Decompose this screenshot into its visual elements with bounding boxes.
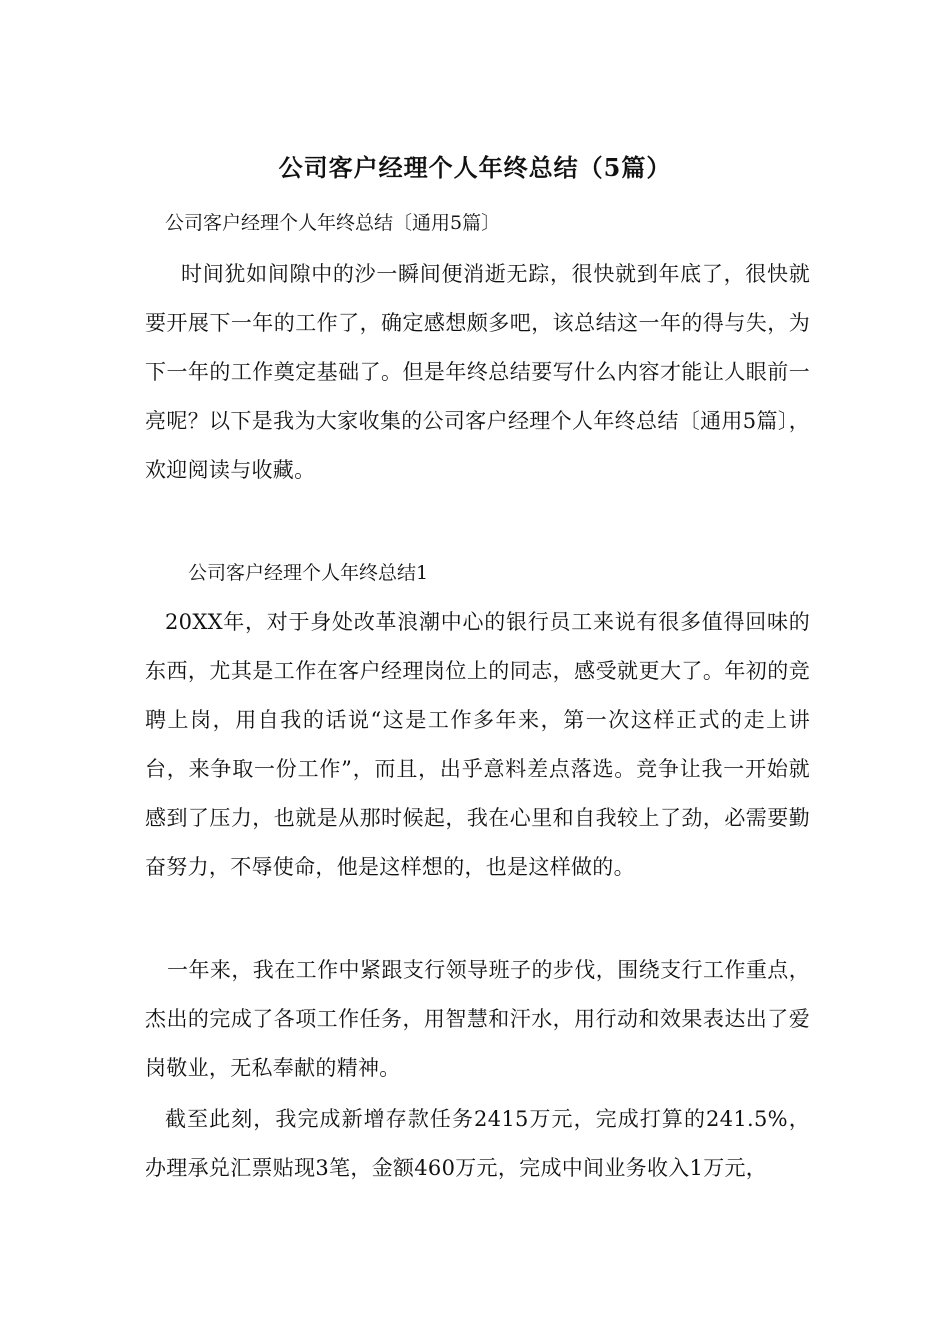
- section-title: 公司客户经理个人年终总结1: [188, 562, 429, 584]
- body-paragraph: 20XX年，对于身处改革浪潮中心的银行员工来说有很多值得回味的东西，尤其是工作在客户经理岗位上的同志，感受就更大了。年初的竞聘上岗，用自我的话说“这是工作多年来，第一次这样正式的走上讲台，来争取一份工作”，而且，出乎意料差点落选。竞争让我一开始就感到了压力，也就是从那时候起，我在心里和自我较上了劲，必需要勤奋努力，不辱使命，他是这样想的，也是这样做的。: [145, 610, 810, 879]
- document-title: 公司客户经理个人年终总结（5篇）: [278, 153, 672, 182]
- body-paragraph: 一年来，我在工作中紧跟支行领导班子的步伐，围绕支行工作重点，杰出的完成了各项工作任务，用智慧和汗水，用行动和效果表达出了爱岗敬业，无私奉献的精神。: [145, 958, 810, 1080]
- body-paragraph: 截至此刻，我完成新增存款任务2415万元，完成打算的241.5%，办理承兑汇票贴现3笔，金额460万元，完成中间业务收入1万元，: [145, 1107, 810, 1180]
- document-subtitle: 公司客户经理个人年终总结〔通用5篇〕: [165, 212, 501, 234]
- intro-paragraph: 时间犹如间隙中的沙一瞬间便消逝无踪，很快就到年底了，很快就要开展下一年的工作了，确定感想颇多吧，该总结这一年的得与失，为下一年的工作奠定基础了。但是年终总结要写什么内容才能让人眼前一亮呢？以下是我为大家收集的公司客户经理个人年终总结〔通用5篇〕，欢迎阅读与收藏。: [145, 262, 810, 482]
